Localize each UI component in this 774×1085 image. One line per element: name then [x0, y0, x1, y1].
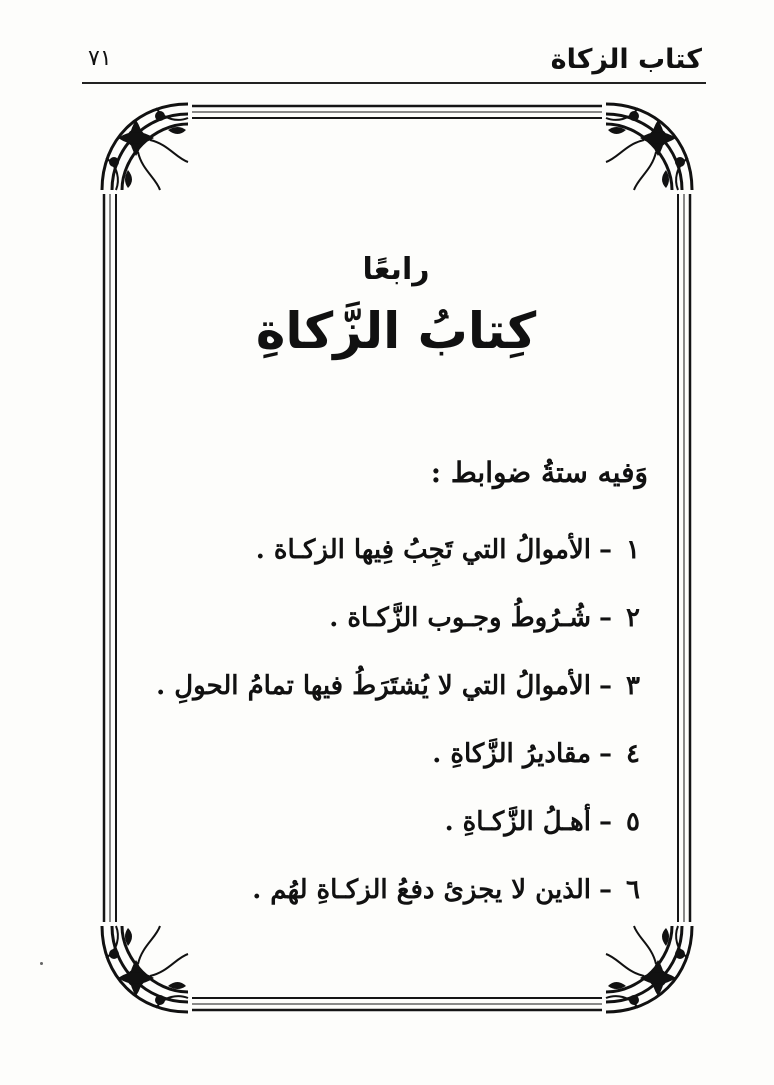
- chapter-ordinal: رابعًا: [362, 252, 430, 287]
- rules-list: [146, 530, 646, 938]
- list-item: [146, 734, 646, 802]
- running-head: [0, 0, 774, 90]
- item-number: ٣: [626, 671, 640, 701]
- item-number: ٢: [626, 603, 640, 633]
- header-rule: [82, 82, 706, 84]
- list-item: [146, 870, 646, 938]
- item-dash: –: [599, 671, 612, 701]
- item-number: ٤: [626, 739, 640, 769]
- item-text: الأموالُ التي تَجِبُ فِيها الزكـاة .: [255, 535, 591, 565]
- item-number: ٦: [626, 875, 640, 905]
- item-text: الذين لا يجزئ دفعُ الزكـاةِ لهُم .: [252, 875, 591, 905]
- item-text: شُـرُوطُ وجـوب الزَّكـاة .: [329, 603, 591, 633]
- item-dash: –: [599, 535, 612, 565]
- item-dash: –: [599, 739, 612, 769]
- item-dash: –: [599, 807, 612, 837]
- list-item: [146, 598, 646, 666]
- item-number: ١: [626, 535, 640, 565]
- list-item: [146, 666, 646, 734]
- list-item: [146, 802, 646, 870]
- item-text: الأموالُ التي لا يُشتَرَطُ فيها تمامُ الحولِ .: [156, 671, 591, 701]
- item-number: ٥: [626, 807, 640, 837]
- item-dash: –: [599, 603, 612, 633]
- item-text: مقاديرُ الزَّكاةِ .: [432, 739, 591, 769]
- intro-line: وَفيه ستةُ ضوابط :: [430, 456, 648, 489]
- scan-speck: [40, 962, 43, 965]
- page-number: ٧١: [88, 46, 112, 71]
- book-title: كتاب الزكاة: [550, 44, 702, 75]
- chapter-title: كِتابُ الزَّكاةِ: [255, 302, 537, 360]
- item-text: أهـلُ الزَّكـاةِ .: [444, 807, 591, 837]
- corner-ornament-icon: [100, 102, 192, 194]
- list-item: [146, 530, 646, 598]
- item-dash: –: [599, 875, 612, 905]
